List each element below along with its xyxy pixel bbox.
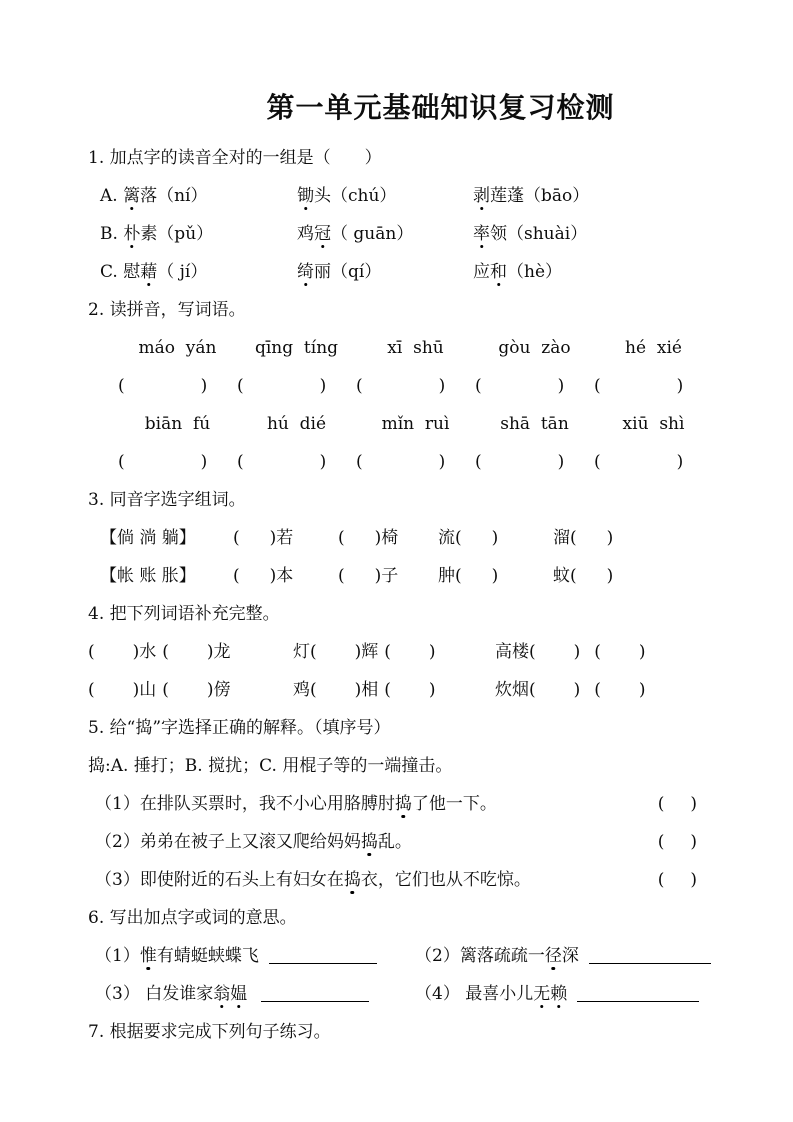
cell [475, 329, 594, 367]
text-run: ) [573, 680, 581, 700]
text-run: ( [233, 566, 240, 586]
cell [95, 975, 415, 1013]
text-run: shā tān [500, 414, 569, 434]
answer-paren [658, 823, 697, 861]
cell [438, 557, 553, 595]
spacer [482, 390, 558, 391]
text-run: ) [690, 794, 697, 814]
answer-paren [658, 861, 697, 899]
cell [553, 557, 613, 595]
text-run: ( [356, 376, 363, 396]
dotted-char: 和 [490, 262, 507, 282]
text-run: 2. 读拼音，写词语。 [88, 300, 246, 320]
q6-stem [88, 899, 713, 937]
text-run: （2）弟弟在被子上又滚又爬给妈妈 [95, 832, 361, 852]
cell [338, 557, 438, 595]
spacer [601, 466, 677, 467]
dotted-char: 媪 [230, 984, 248, 1004]
q5-item-1 [95, 785, 713, 823]
text-run: ) [491, 566, 499, 586]
text-run: )子 [374, 566, 399, 586]
dotted-char: 锄 [297, 186, 314, 206]
q1-option-c [100, 253, 713, 291]
text-run: ( [475, 452, 482, 472]
cell [233, 519, 338, 557]
text-run: 5. 给“捣”字选择正确的解释。（填序号） [88, 718, 391, 738]
q4-stem [88, 595, 713, 633]
spacer [462, 542, 492, 543]
text-run: 深 [561, 946, 579, 966]
text-run: 了他一下。 [411, 794, 497, 814]
q4-row-2 [88, 671, 713, 709]
text-run: ) [638, 642, 646, 662]
text-run: ) [676, 376, 684, 396]
cell [495, 671, 646, 709]
spacer [363, 390, 439, 391]
cell [237, 443, 356, 481]
text-run: ( [88, 642, 95, 662]
cell [356, 367, 475, 405]
text-run: ( [118, 376, 125, 396]
text-run: ) [428, 642, 436, 662]
text-run: 莲蓬（bāo） [490, 186, 590, 206]
text-run: 鸡( [293, 680, 317, 700]
sentence [95, 823, 412, 861]
text-run: 有蜻蜓蛱蝶飞 [156, 946, 259, 966]
dotted-char: 率 [473, 224, 490, 244]
cell [100, 519, 233, 557]
cell [594, 329, 713, 367]
text-run: 领（shuài） [490, 224, 588, 244]
cell [594, 443, 713, 481]
cell [88, 671, 293, 709]
cell [118, 443, 237, 481]
answer-paren [658, 785, 697, 823]
spacer [536, 656, 574, 657]
text-run: 7. 根据要求完成下列句子练习。 [88, 1022, 331, 1042]
q5-item-2 [95, 823, 713, 861]
text-run: ) [690, 832, 697, 852]
doc-content [88, 139, 713, 1051]
spacer [169, 694, 207, 695]
text-run: ( [594, 452, 601, 472]
spacer [577, 542, 607, 543]
text-run: ( [162, 680, 169, 700]
cell [95, 937, 415, 975]
q2-blank-row-1 [118, 367, 713, 405]
spacer [317, 694, 355, 695]
text-run: ） [364, 148, 382, 168]
spacer [482, 466, 558, 467]
text-run: 捣:A. 捶打；B. 搅扰；C. 用棍子等的一端撞击。 [88, 756, 453, 776]
q2-stem [88, 291, 713, 329]
text-run: C. 慰 [100, 262, 141, 282]
text-run: ( [233, 528, 240, 548]
cell [495, 633, 646, 671]
dotted-char: 翁 [213, 984, 231, 1004]
cell [100, 177, 297, 215]
q3-stem [88, 481, 713, 519]
text-run: ( [237, 376, 244, 396]
spacer [345, 580, 375, 581]
text-run: ( [118, 452, 125, 472]
dotted-char: 剥 [473, 186, 490, 206]
text-run: ( [237, 452, 244, 472]
spacer [345, 542, 375, 543]
cell [237, 329, 356, 367]
text-run: 【帐 账 胀】 [100, 566, 196, 586]
text-run: ) [573, 642, 581, 662]
text-run: （1）在排队买票时，我不小心用胳膊肘 [95, 794, 395, 814]
sentence [95, 785, 497, 823]
dotted-char: 捣 [394, 794, 412, 814]
text-run: )傍 [206, 680, 231, 700]
text-run: 乱。 [377, 832, 412, 852]
text-run: 溜( [553, 528, 577, 548]
text-run: ( [594, 376, 601, 396]
text-run: 鸡 [297, 224, 314, 244]
text-run: 高楼( [495, 642, 536, 662]
text-run: biān fú [144, 414, 211, 434]
spacer [95, 656, 133, 657]
text-run: ( [88, 680, 95, 700]
q1-option-a [100, 177, 713, 215]
text-run: )水 [132, 642, 157, 662]
text-run: ) [557, 452, 565, 472]
cell [473, 215, 587, 253]
cell [100, 253, 297, 291]
spacer [240, 580, 270, 581]
cell [297, 177, 473, 215]
text-run: 4. 把下列词语补充完整。 [88, 604, 280, 624]
dotted-char: 藉 [140, 262, 158, 282]
spacer [601, 694, 639, 695]
q4-row-1 [88, 633, 713, 671]
text-run: （2）篱落疏疏一 [415, 946, 545, 966]
cell [118, 405, 237, 443]
text-run: ) [638, 680, 646, 700]
text-run: 蚊( [553, 566, 577, 586]
answer-blank [261, 986, 369, 1002]
text-run: ) [690, 870, 697, 890]
dotted-char: 惟 [139, 946, 157, 966]
text-run: 头（chú） [314, 186, 397, 206]
cell [237, 367, 356, 405]
cell [297, 253, 473, 291]
q2-blank-row-2 [118, 443, 713, 481]
spacer [579, 960, 589, 961]
spacer [331, 162, 365, 163]
text-run: )龙 [206, 642, 231, 662]
spacer [125, 466, 201, 467]
dotted-char: 篱 [123, 186, 141, 206]
q3-row-1 [100, 519, 713, 557]
cell [473, 253, 562, 291]
dotted-char: 朴 [123, 224, 141, 244]
dotted-char: 赖 [550, 984, 568, 1004]
dotted-char: 径 [544, 946, 562, 966]
spacer [580, 694, 594, 695]
spacer [363, 466, 439, 467]
text-run: 素（pǔ） [140, 224, 214, 244]
q3-row-2 [100, 557, 713, 595]
dotted-char: 冠 [314, 224, 331, 244]
cell [356, 329, 475, 367]
spacer [664, 884, 690, 885]
cell [100, 215, 297, 253]
cell [475, 405, 594, 443]
text-run: 1. 加点字的读音全对的一组是（ [88, 148, 331, 168]
text-run: ( [338, 566, 345, 586]
text-run: gòu zào [498, 338, 571, 358]
cell [338, 519, 438, 557]
text-run: qīng tíng [254, 338, 339, 358]
text-run: ) [438, 376, 446, 396]
text-run: B. [100, 224, 124, 244]
text-run: 丽（qí） [314, 262, 382, 282]
text-run: （hè） [507, 262, 563, 282]
spacer [391, 694, 429, 695]
text-run: 肿( [438, 566, 462, 586]
text-run: 衣，它们也从不吃惊。 [360, 870, 531, 890]
spacer [259, 960, 269, 961]
text-run: 流( [438, 528, 462, 548]
text-run: （ jí） [157, 262, 208, 282]
text-run: 【倘 淌 躺】 [100, 528, 196, 548]
text-run: （3） 白发谁家 [95, 984, 214, 1004]
cell [100, 557, 233, 595]
cell [88, 633, 293, 671]
text-run: （3）即使附近的石头上有妇女在 [95, 870, 344, 890]
text-run: )山 [132, 680, 157, 700]
text-run: （1） [95, 946, 140, 966]
text-run: （4） 最喜小儿 [415, 984, 534, 1004]
text-run: ) [606, 528, 614, 548]
answer-blank [589, 948, 711, 964]
spacer [244, 466, 320, 467]
text-run: 3. 同音字选字组词。 [88, 490, 246, 510]
spacer [169, 656, 207, 657]
cell [415, 937, 711, 975]
spacer [317, 656, 355, 657]
text-run: 炊烟( [495, 680, 536, 700]
dotted-char: 绮 [297, 262, 314, 282]
text-run: ( [657, 832, 665, 852]
spacer [391, 656, 429, 657]
text-run: 落（ní） [140, 186, 208, 206]
text-run: hú dié [266, 414, 327, 434]
text-run: )辉 [354, 642, 379, 662]
q6-row-1 [95, 937, 713, 975]
q5-item-3 [95, 861, 713, 899]
cell [415, 975, 699, 1013]
text-run: )本 [269, 566, 294, 586]
text-run: ) [428, 680, 436, 700]
text-run: ) [319, 452, 327, 472]
cell [356, 405, 475, 443]
spacer [95, 694, 133, 695]
text-run: ) [200, 452, 208, 472]
spacer [462, 580, 492, 581]
dotted-char: 捣 [343, 870, 361, 890]
cell [293, 671, 495, 709]
spacer [580, 656, 594, 657]
cell [118, 329, 237, 367]
text-run: ( [657, 794, 665, 814]
text-run: ( [657, 870, 665, 890]
q1-option-b [100, 215, 713, 253]
q2-pinyin-row-1 [118, 329, 713, 367]
text-run: ( [162, 642, 169, 662]
spacer [567, 998, 577, 999]
spacer [577, 580, 607, 581]
text-run: ) [200, 376, 208, 396]
text-run: ( [384, 642, 391, 662]
text-run: ) [438, 452, 446, 472]
text-run: ) [676, 452, 684, 472]
doc-title: 第一单元基础知识复习检测 [266, 91, 615, 124]
text-run: máo yán [138, 338, 217, 358]
cell [475, 443, 594, 481]
q2-pinyin-row-2 [118, 405, 713, 443]
text-run: ( [356, 452, 363, 472]
cell [233, 557, 338, 595]
text-run: ) [319, 376, 327, 396]
cell [297, 215, 473, 253]
cell [118, 367, 237, 405]
text-run: xī shū [387, 338, 444, 358]
dotted-char: 捣 [360, 832, 378, 852]
text-run: )相 [354, 680, 379, 700]
cell [475, 367, 594, 405]
cell [237, 405, 356, 443]
text-run: hé xié [625, 338, 682, 358]
spacer [247, 998, 261, 999]
spacer [240, 542, 270, 543]
dotted-char: 无 [533, 984, 551, 1004]
text-run: ) [491, 528, 499, 548]
text-run: ( [594, 642, 601, 662]
cell [594, 367, 713, 405]
q6-row-2 [95, 975, 713, 1013]
text-run: 6. 写出加点字或词的意思。 [88, 908, 297, 928]
spacer [125, 390, 201, 391]
text-run: )椅 [374, 528, 399, 548]
cell [594, 405, 713, 443]
text-run: 应 [473, 262, 490, 282]
q1-stem [88, 139, 713, 177]
text-run: ( [475, 376, 482, 396]
text-run: ) [557, 376, 565, 396]
text-run: 灯( [293, 642, 317, 662]
text-run: ) [606, 566, 614, 586]
cell [356, 443, 475, 481]
cell [473, 177, 589, 215]
text-run: A. [100, 186, 124, 206]
text-run: )若 [269, 528, 294, 548]
spacer [244, 390, 320, 391]
text-run: （ guān） [331, 224, 414, 244]
spacer [664, 808, 690, 809]
cell [553, 519, 613, 557]
spacer [664, 846, 690, 847]
spacer [601, 656, 639, 657]
text-run: ( [594, 680, 601, 700]
q7-stem [88, 1013, 713, 1051]
spacer [536, 694, 574, 695]
text-run: ( [384, 680, 391, 700]
answer-blank [577, 986, 699, 1002]
sentence [95, 861, 531, 899]
text-run: ( [338, 528, 345, 548]
cell [293, 633, 495, 671]
text-run: xiū shì [622, 414, 685, 434]
q5-stem [88, 709, 713, 747]
spacer [601, 390, 677, 391]
cell [438, 519, 553, 557]
text-run: mǐn ruì [381, 414, 450, 434]
answer-blank [269, 948, 377, 964]
q5-definitions [88, 747, 713, 785]
